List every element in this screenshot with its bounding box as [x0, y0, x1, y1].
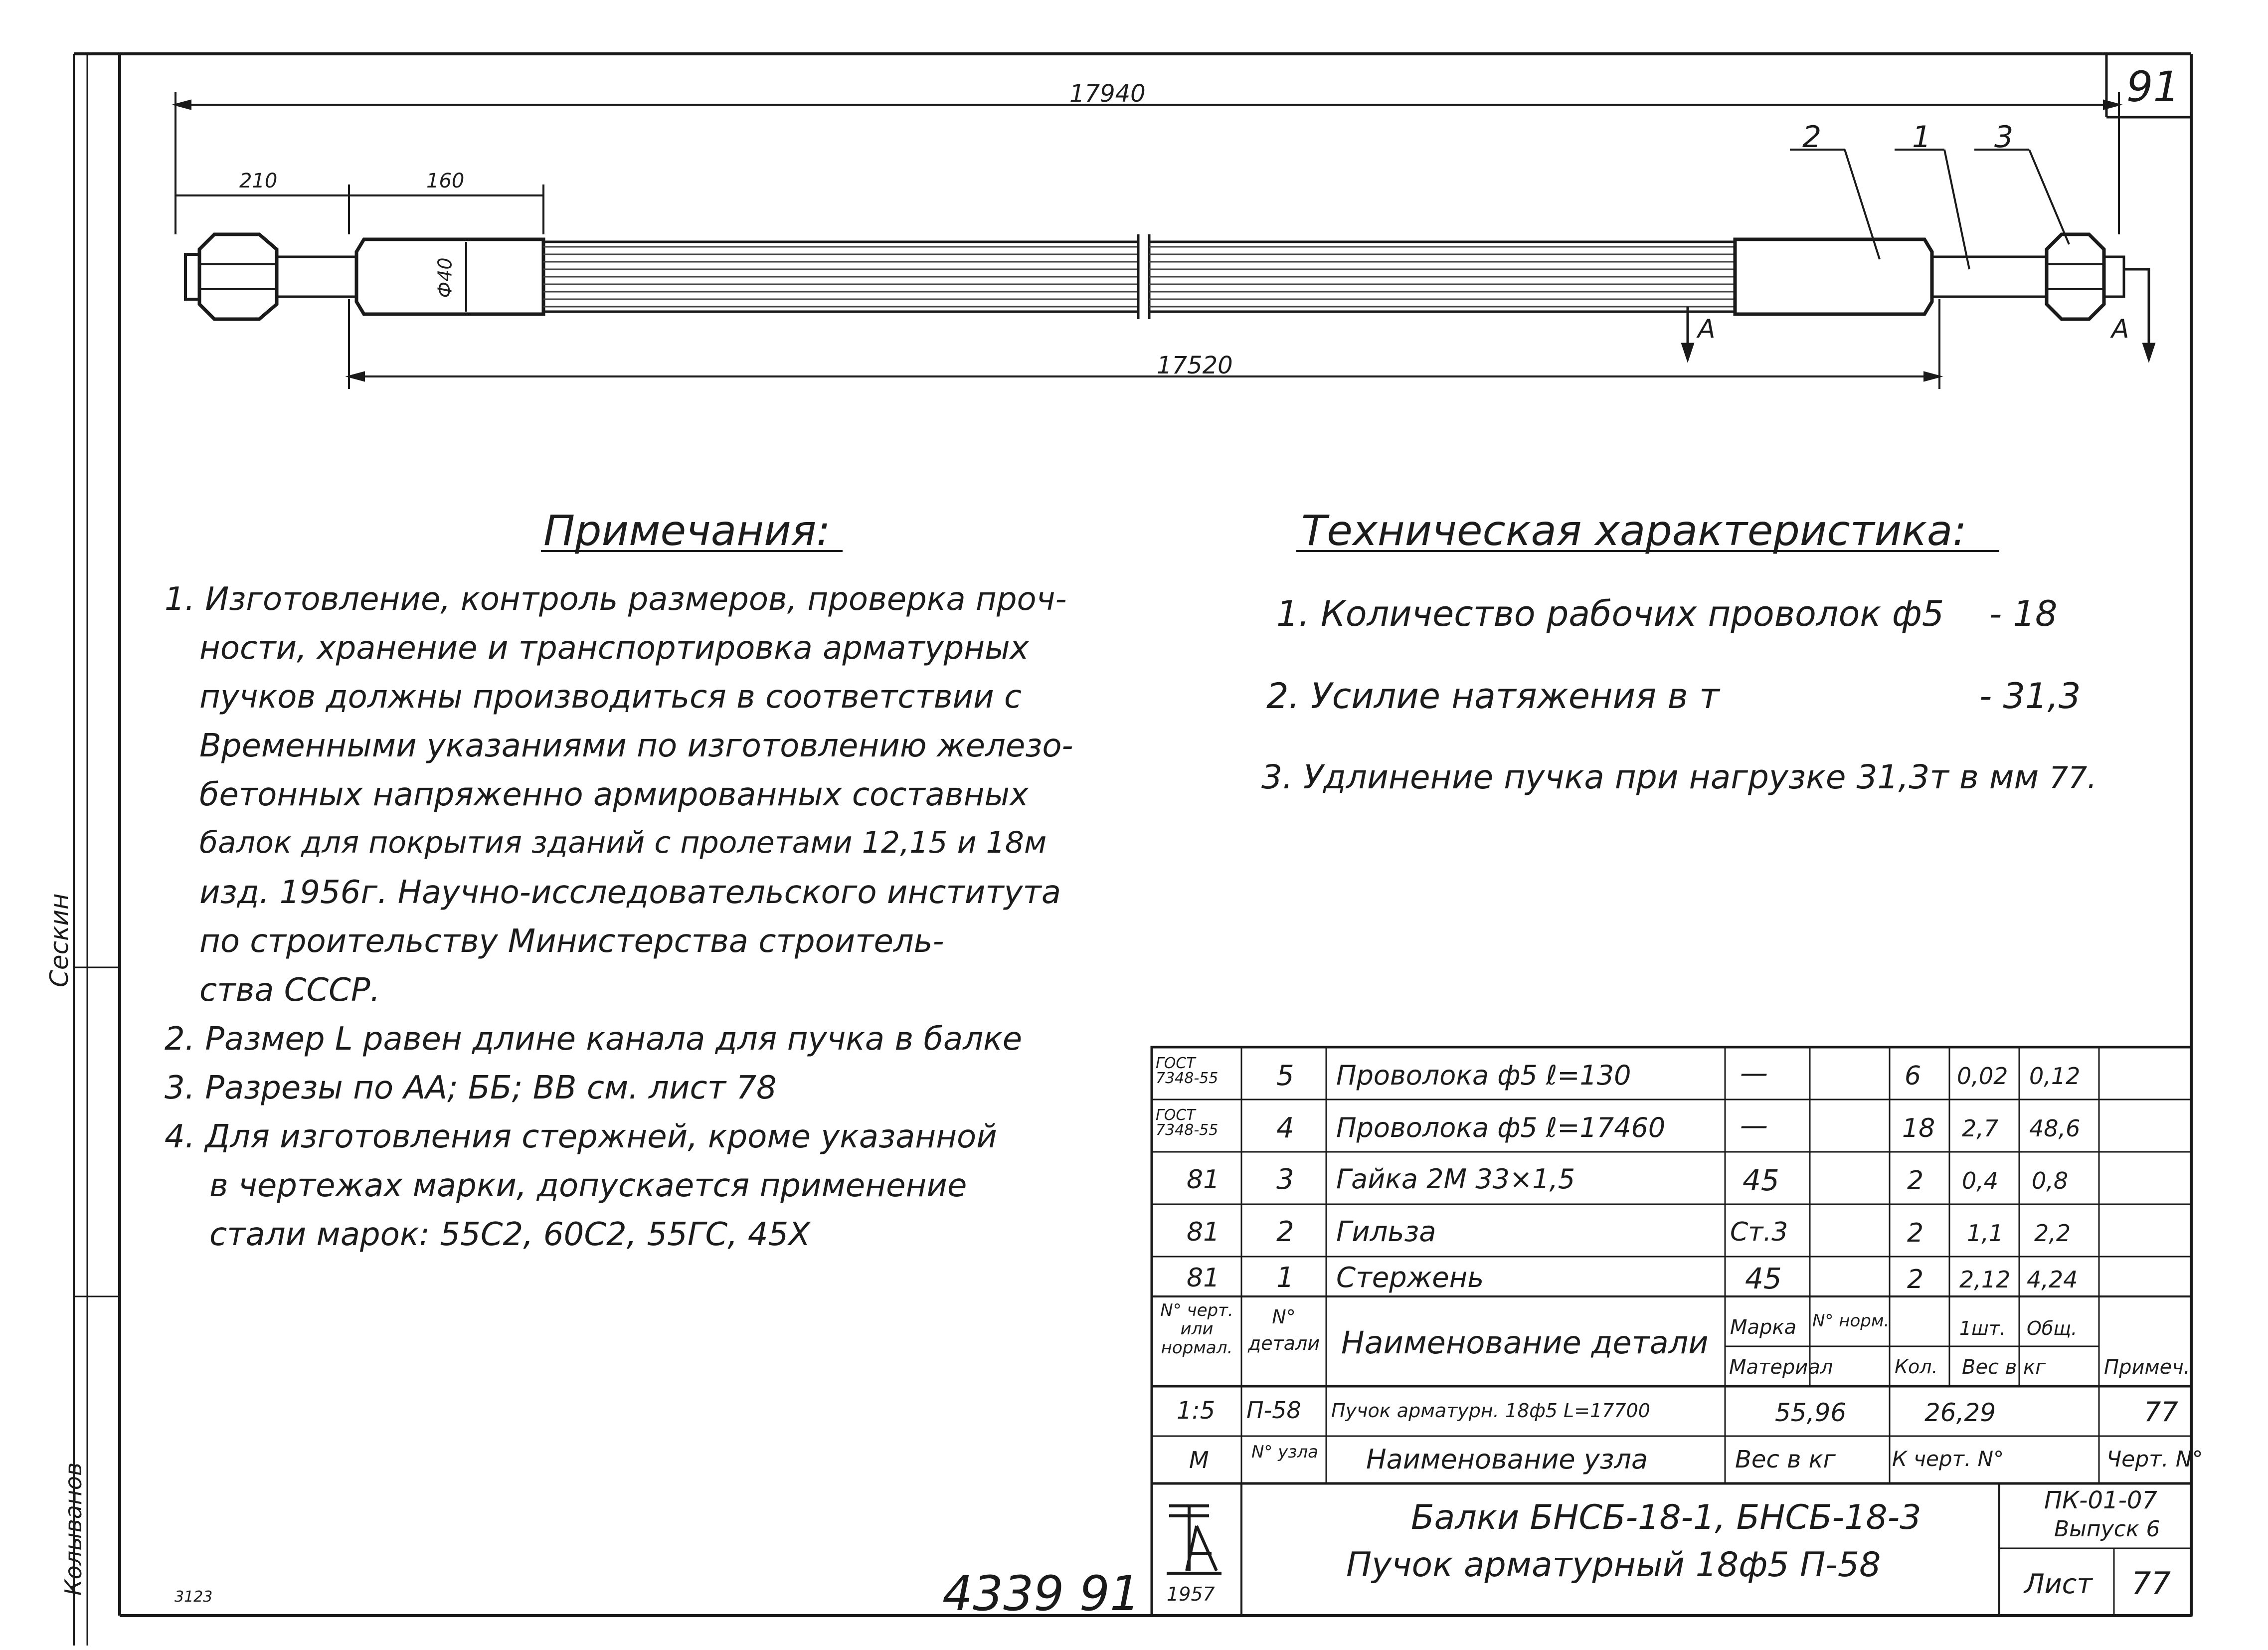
spec-header-one: 1шт. — [1959, 1317, 2006, 1339]
side-stamp-title: Колыванов — [60, 1462, 87, 1596]
spec-ref: 81 — [1187, 1217, 1220, 1247]
assembly-header-scale: М — [1189, 1447, 1209, 1473]
spec-weight-one: 0,4 — [1962, 1167, 1999, 1194]
spec-qty: 2 — [1907, 1218, 1924, 1248]
sheet-number: 91 — [2126, 62, 2180, 111]
note-line: ства СССР. — [199, 972, 380, 1009]
spec-header-material: Материал — [1729, 1356, 1833, 1379]
title-sheet-number: 77 — [2131, 1565, 2171, 1602]
assembly-header-sheet: Черт. N° — [2106, 1447, 2203, 1472]
side-stamp-name: Сескин — [45, 893, 74, 987]
dimension-channel: 17520 — [1157, 352, 1233, 379]
spec-header-mark: Марка — [1730, 1316, 1797, 1339]
assembly-header-node: N° узла — [1251, 1442, 1319, 1462]
assembly-scale: 1:5 — [1177, 1397, 1216, 1425]
note-line: стали марок: 55С2, 60С2, 55ГС, 45Х — [209, 1216, 811, 1253]
spec-weight-total: 2,2 — [2034, 1220, 2071, 1247]
spec-ref: ГОСТ 7348-55 — [1156, 1055, 1219, 1087]
spec-pos: 4 — [1276, 1112, 1294, 1144]
spec-name: Проволока ф5 ℓ=130 — [1336, 1060, 1631, 1091]
spec-header-norm: N° норм. — [1812, 1311, 1890, 1331]
notes-title: Примечания: — [543, 506, 831, 555]
spec-weight-total: 0,8 — [2032, 1167, 2069, 1194]
spec-header-weight: Вес в кг — [1962, 1356, 2046, 1379]
note-line: бетонных напряженно армированных составных — [199, 776, 1029, 813]
spec-qty: 2 — [1907, 1265, 1924, 1294]
assembly-header-drawing: К черт. N° — [1892, 1447, 2004, 1471]
callout-2: 2 — [1802, 120, 1822, 155]
spec-ref: 81 — [1187, 1263, 1220, 1293]
dimension-left-b: 160 — [426, 170, 465, 192]
note-line: ности, хранение и транспортировка арматурных — [199, 630, 1029, 667]
spec-ref: 81 — [1187, 1165, 1220, 1195]
title-sheet-label: Лист — [2024, 1568, 2093, 1600]
spec-weight-one: 2,12 — [1959, 1266, 2011, 1293]
spec-qty: 6 — [1905, 1061, 1921, 1091]
note-line: 1. Изготовление, контроль размеров, проверка проч- — [165, 581, 1067, 618]
archive-number: 4339 91 — [942, 1566, 1140, 1622]
spec-name: Стержень — [1336, 1262, 1484, 1294]
title-line-1: Балки БНСБ-18-1, БНСБ-18-3 — [1411, 1498, 1921, 1537]
spec-ref: ГОСТ 7348-55 — [1156, 1106, 1219, 1139]
tech-item-label: 2. Усилие натяжения в т — [1266, 676, 1720, 717]
spec-material: — — [1740, 1057, 1768, 1090]
tech-item-value: - 18 — [1989, 593, 2058, 634]
note-line: Временными указаниями по изготовлению железо- — [199, 728, 1073, 764]
dimension-diameter: Ф40 — [434, 257, 456, 298]
spec-header-total: Общ. — [2027, 1317, 2078, 1339]
assembly-name: Пучок арматурн. 18ф5 L=17700 — [1331, 1400, 1650, 1422]
spec-material: — — [1740, 1109, 1768, 1142]
note-line: пучков должны производиться в соответствии с — [199, 679, 1022, 716]
dimension-left-a: 210 — [239, 170, 278, 192]
spec-header-name: Наименование детали — [1341, 1324, 1709, 1361]
assembly-header-name: Наименование узла — [1366, 1444, 1648, 1475]
spec-qty: 18 — [1902, 1113, 1935, 1143]
spec-weight-one: 2,7 — [1962, 1115, 1999, 1142]
assembly-weight: 55,96 — [1775, 1398, 1847, 1427]
assembly-node: П-58 — [1246, 1397, 1301, 1424]
spec-name: Проволока ф5 ℓ=17460 — [1336, 1112, 1666, 1143]
spec-pos: 5 — [1276, 1060, 1294, 1092]
note-line: изд. 1956г. Научно-исследовательского института — [199, 874, 1061, 911]
section-mark-left: А — [1698, 314, 1716, 344]
spec-name: Гильза — [1336, 1216, 1436, 1248]
section-mark-right: А — [2111, 314, 2129, 344]
spec-pos: 2 — [1276, 1216, 1294, 1248]
spec-weight-one: 0,02 — [1957, 1063, 2008, 1090]
note-line: в чертежах марки, допускается применение — [209, 1167, 967, 1204]
spec-name: Гайка 2М 33×1,5 — [1336, 1163, 1575, 1195]
tech-item-label: 1. Количество рабочих проволок ф5 — [1276, 593, 1944, 634]
note-line: 3. Разрезы по АА; ББ; ВВ см. лист 78 — [165, 1070, 777, 1106]
spec-header-qty: Кол. — [1895, 1356, 1938, 1378]
callout-3: 3 — [1994, 120, 2014, 155]
tech-item-value: 77. — [2049, 760, 2097, 795]
title-year: 1957 — [1167, 1583, 1215, 1605]
spec-pos: 1 — [1276, 1262, 1294, 1294]
title-issue: Выпуск 6 — [2054, 1516, 2160, 1542]
spec-material: Ст.3 — [1730, 1217, 1788, 1247]
spec-weight-total: 48,6 — [2029, 1115, 2081, 1142]
dimension-total: 17940 — [1069, 80, 1146, 108]
tech-item-value: - 31,3 — [1979, 676, 2081, 717]
assembly-header-weight: Вес в кг — [1735, 1446, 1836, 1473]
org-logo — [1167, 1506, 1221, 1573]
spec-weight-total: 0,12 — [2029, 1063, 2081, 1090]
spec-weight-one: 1,1 — [1967, 1220, 2004, 1247]
spec-header-pos: N° детали — [1247, 1306, 1320, 1355]
spec-qty: 2 — [1907, 1166, 1924, 1196]
note-line: 2. Размер L равен длине канала для пучка в балке — [165, 1021, 1023, 1058]
tech-title: Техническая характеристика: — [1301, 506, 1967, 555]
tech-item-label: 3. Удлинение пучка при нагрузке 31,3т в мм — [1261, 758, 2039, 796]
spec-material: 45 — [1743, 1163, 1779, 1197]
spec-weight-total: 4,24 — [2027, 1266, 2078, 1293]
spec-material: 45 — [1745, 1262, 1782, 1295]
small-code: 3123 — [174, 1588, 213, 1606]
note-line: 4. Для изготовления стержней, кроме указанной — [165, 1118, 997, 1155]
spec-pos: 3 — [1276, 1163, 1294, 1196]
note-line: по строительству Министерства строитель- — [199, 923, 944, 960]
title-series: ПК-01-07 — [2044, 1486, 2157, 1514]
spec-header-ref: N° черт. или нормал. — [1160, 1300, 1233, 1358]
assembly-sheet: 77 — [2144, 1396, 2178, 1428]
assembly-drawing: 26,29 — [1924, 1398, 1996, 1427]
reinforcement-bundle — [185, 234, 2124, 319]
note-line: балок для покрытия зданий с пролетами 12,15 и 18м — [199, 825, 1047, 860]
title-line-2: Пучок арматурный 18ф5 П-58 — [1346, 1545, 1881, 1585]
spec-header-note: Примеч. — [2104, 1356, 2190, 1379]
callout-1: 1 — [1912, 120, 1931, 155]
